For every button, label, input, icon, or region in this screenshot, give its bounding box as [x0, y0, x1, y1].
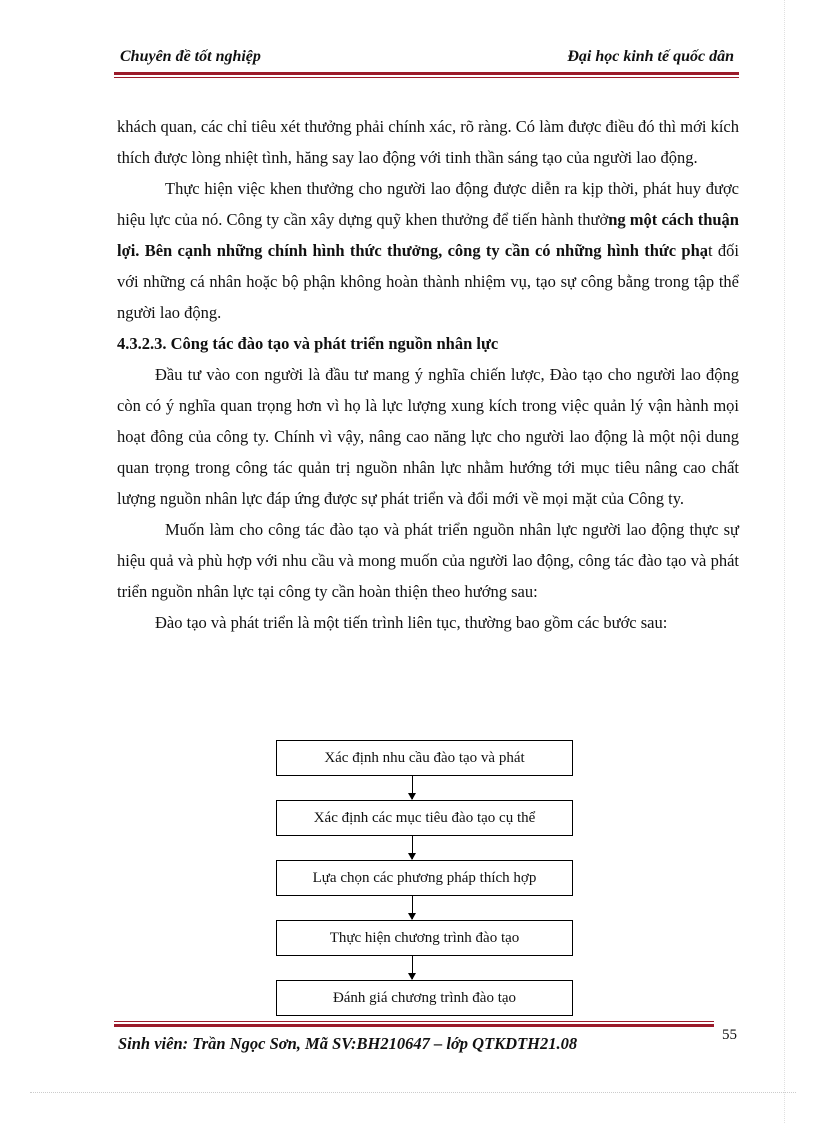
- body-text: [117, 111, 739, 638]
- flow-step-2: Xác định các mục tiêu đào tạo cụ thể: [276, 800, 573, 836]
- paragraph-2-part-3: t đối với những cá nhân hoặc bộ phận không hoàn thành nhiệm vụ, tạo sự công bằng trong tập thể người lao động.: [117, 241, 739, 322]
- page-number: 55: [722, 1027, 737, 1043]
- header-rule-thin: [114, 77, 739, 78]
- paragraph-2-bold: ng một cách thuận lợi. Bên cạnh những chính hình thức thưởng, công ty cần có những hình thức phạ: [117, 210, 739, 260]
- paragraph-2-part-1: Thực hiện việc khen thưởng cho người lao động được diễn ra kịp thời, phát huy được hiệu lực của nó. Công ty cần xây dựng quỹ khen thưởng để tiến hành thưở: [117, 179, 739, 229]
- page-right-margin: [784, 0, 785, 1123]
- paragraph-5: Đào tạo và phát triển là một tiến trình liên tục, thường bao gồm các bước sau:: [155, 613, 668, 632]
- header-rule-thick: [114, 72, 739, 75]
- paragraph-3: Đầu tư vào con người là đầu tư mang ý nghĩa chiến lược, Đào tạo cho người lao động còn có ý nghĩa quan trọng hơn vì họ là lực lượng xung kích trong việc quản lý vận hành mọi hoạt đông của công ty. Chính vì vậy, nâng cao năng lực cho người lao động là một nội dung quan trọng trong công tác quản trị nguồn nhân lực nhằm hướng tới mục tiêu nâng cao chất lượng nguồn nhân lực đáp ứng được sự phát triển và đổi mới về mọi mặt của Công ty.: [117, 365, 739, 508]
- section-heading: 4.3.2.3. Công tác đào tạo và phát triển nguồn nhân lực: [117, 334, 499, 353]
- flow-arrow-4: [412, 956, 413, 979]
- flow-step-1: Xác định nhu cầu đào tạo và phát: [276, 740, 573, 776]
- footer-student-info: Sinh viên: Trần Ngọc Sơn, Mã SV:BH210647 – lớp QTKDTH21.08: [118, 1034, 578, 1053]
- footer-rule-thick: [114, 1024, 714, 1027]
- header-right-title: Đại học kinh tế quốc dân: [567, 48, 734, 65]
- flow-step-3: Lựa chọn các phương pháp thích hợp: [276, 860, 573, 896]
- flow-arrow-1: [412, 776, 413, 799]
- footer-rule-thin: [114, 1021, 714, 1022]
- flow-arrow-3: [412, 896, 413, 919]
- paragraph-1: khách quan, các chỉ tiêu xét thưởng phải chính xác, rõ ràng. Có làm được điều đó thì mới kích thích được lòng nhiệt tình, hăng say lao động với tinh thần sáng tạo của người lao động.: [117, 117, 739, 167]
- paragraph-2: [117, 173, 739, 328]
- paragraph-4: Muốn làm cho công tác đào tạo và phát triển nguồn nhân lực người lao động thực sự hiệu quả và phù hợp với nhu cầu và mong muốn của người lao động, công tác đào tạo và phát triển nguồn nhân lực tại công ty cần hoàn thiện theo hướng sau:: [117, 520, 739, 601]
- page-bottom-divider: [30, 1092, 796, 1093]
- header-left-title: Chuyên đề tốt nghiệp: [120, 48, 261, 65]
- flow-step-5: Đánh giá chương trình đào tạo: [276, 980, 573, 1016]
- flow-step-4: Thực hiện chương trình đào tạo: [276, 920, 573, 956]
- flow-arrow-2: [412, 836, 413, 859]
